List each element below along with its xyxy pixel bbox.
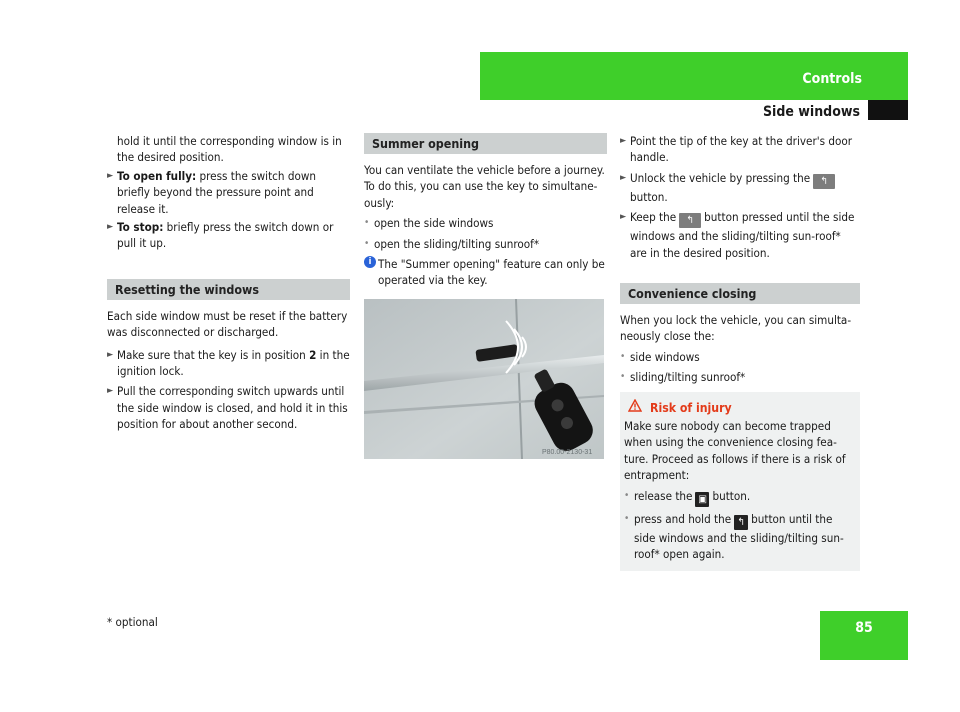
warning-box	[620, 392, 860, 571]
dot-icon: •	[624, 489, 630, 501]
list-text: sliding/tilting sunroof*	[630, 370, 746, 385]
list-text: open the side windows	[374, 216, 494, 231]
step-item	[107, 383, 350, 432]
step-item	[107, 168, 350, 217]
step-bold: 2	[309, 347, 317, 362]
list-text: button.	[712, 488, 751, 503]
lock-key-icon: ▣	[695, 492, 709, 507]
paragraph: When you lock the vehicle, you can simulta-neously close the:	[620, 313, 852, 344]
list-item	[624, 488, 856, 507]
list-item	[624, 511, 856, 563]
warning-title-text: Risk of injury	[650, 400, 732, 415]
step-item	[620, 170, 860, 205]
warning-text: Make sure nobody can become trapped when using the convenience closing fea-ture. Proceed as follows if there is a risk of entrapment:	[624, 419, 846, 483]
step-text: in the ignition lock.	[117, 347, 350, 379]
triangle-right-icon: ►	[107, 170, 114, 181]
section-title: Controls	[802, 71, 862, 87]
dot-icon: •	[364, 237, 370, 249]
column-2	[364, 133, 607, 459]
list-text: press and hold the	[634, 511, 732, 526]
dot-icon: •	[624, 512, 630, 524]
triangle-right-icon: ►	[620, 136, 627, 146]
unlock-key-icon: ↰	[813, 174, 835, 189]
triangle-right-icon: ►	[107, 386, 114, 397]
dot-icon: •	[620, 371, 626, 383]
triangle-right-icon: ►	[107, 349, 114, 360]
section-heading: Summer opening	[364, 133, 607, 154]
paragraph: You can ventilate the vehicle before a journey. To do this, you can use the key to simultane-ously:	[364, 163, 605, 210]
step-text: Keep the	[630, 210, 677, 225]
unlock-key-icon: ↰	[679, 213, 701, 228]
step-text: Pull the corresponding switch upwards until the side window is closed, and hold it in this position for about another second.	[117, 384, 348, 432]
image-code: P80.00-2130-31	[542, 448, 593, 456]
list-text: release the	[634, 488, 693, 503]
step-label: To open fully:	[117, 168, 197, 183]
step-item	[107, 219, 350, 252]
column-1	[107, 133, 350, 435]
page-number: 85	[855, 620, 873, 636]
info-text: The "Summer opening" feature can only be operated via the key.	[378, 257, 605, 288]
step-item	[620, 209, 860, 261]
list-item	[364, 215, 607, 231]
dot-icon: •	[364, 217, 370, 229]
warning-triangle-icon	[628, 399, 642, 412]
paragraph: Each side window must be reset if the battery was disconnected or discharged.	[107, 308, 348, 340]
footnote: * optional	[107, 615, 158, 629]
page-title: Side windows	[762, 104, 860, 120]
step-text: press the switch down briefly beyond the pressure point and release it.	[117, 168, 316, 216]
car-door-key-photo	[364, 299, 604, 459]
step-text: Point the tip of the key at the driver's door handle.	[630, 134, 853, 165]
list-text: button until the side windows and the sliding/tilting sun-roof* open again.	[634, 511, 844, 562]
info-icon: i	[364, 256, 376, 268]
list-text: open the sliding/tilting sunroof*	[374, 236, 540, 251]
step-text: Unlock the vehicle by pressing the	[630, 170, 811, 185]
section-heading: Resetting the windows	[107, 279, 350, 300]
step-item	[620, 133, 860, 166]
title-marker	[868, 100, 908, 120]
triangle-right-icon: ►	[107, 222, 114, 233]
section-heading: Convenience closing	[620, 283, 860, 304]
page-number-box	[820, 611, 908, 660]
column-3	[620, 133, 860, 571]
section-tab	[480, 52, 908, 100]
step-text: Make sure that the key is in position	[117, 347, 310, 362]
step-text: briefly press the switch down or pull it up.	[117, 220, 334, 251]
list-text: side windows	[630, 349, 700, 364]
unlock-key-icon: ↰	[734, 515, 748, 530]
warning-title	[650, 400, 856, 416]
step-label: To stop:	[117, 220, 164, 235]
step-text: button.	[630, 189, 668, 204]
list-item	[620, 349, 860, 365]
triangle-right-icon: ►	[620, 212, 627, 223]
step-text: button pressed until the side windows and the sliding/tilting sun-roof* are in the desired position.	[630, 210, 855, 260]
paragraph: hold it until the corresponding window is in the desired position.	[117, 134, 342, 165]
list-item	[620, 369, 860, 385]
step-item	[107, 347, 350, 380]
list-item	[364, 236, 607, 252]
info-note	[364, 256, 607, 289]
triangle-right-icon: ►	[620, 172, 627, 183]
dot-icon: •	[620, 350, 626, 362]
